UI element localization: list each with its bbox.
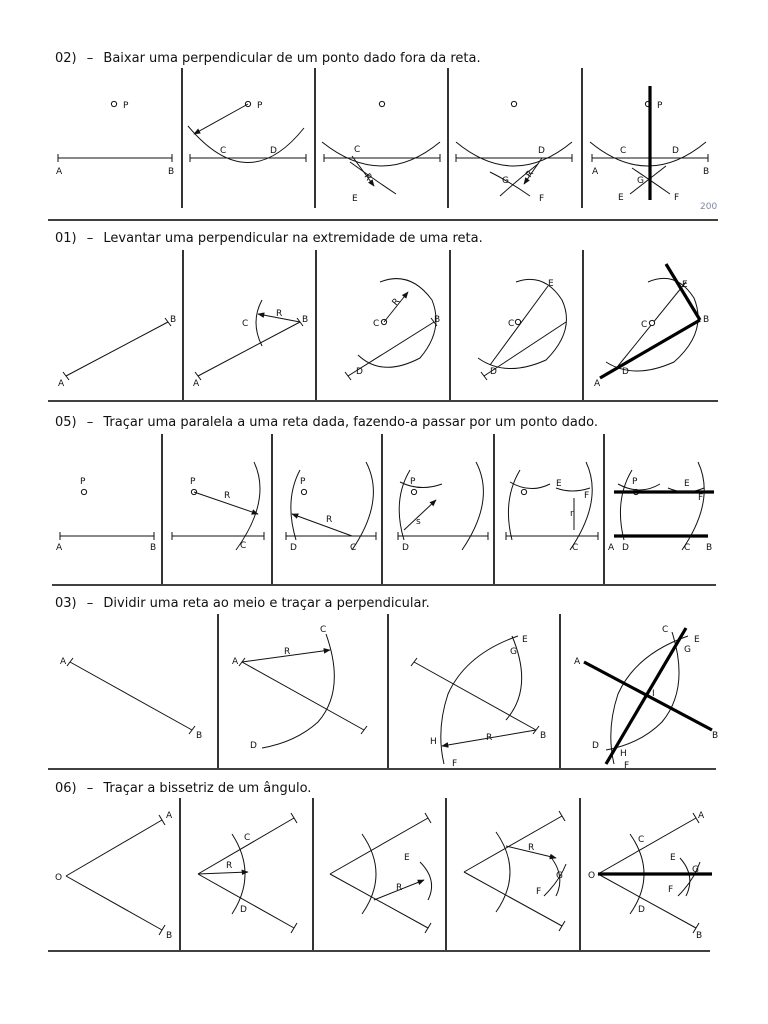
point-label: – [86,781,94,796]
point-label: C [354,145,361,155]
construction-arc [322,142,440,166]
point-label: I [652,689,655,699]
point-label: E [548,279,554,289]
point-label: B [196,731,203,741]
ex06-step-5 [588,811,712,941]
construction-line [464,816,562,872]
point-label: R [326,515,333,525]
point-label: B [150,543,157,553]
point-label: O [588,871,596,881]
construction-line [198,322,300,376]
ex02-step-4 [456,101,572,204]
exercise-02 [48,51,718,220]
point-label: F [584,491,590,501]
point-label: G [510,647,517,657]
construction-line [411,658,417,666]
point-label: C [220,146,227,156]
point-label: R [524,168,537,180]
point-label: E [684,479,690,489]
ex03-step-2 [232,625,367,751]
point-label: R [390,296,403,308]
point-label: A [193,379,200,389]
point-label: B [703,167,710,177]
ex05-step-3 [286,462,376,553]
point-label: C [620,146,627,156]
point-label: F [539,194,545,204]
point-label: C [684,543,691,553]
point-label: B [168,167,175,177]
point-label: D [622,543,629,553]
watermark: 200 [700,202,718,212]
point-label: E [556,479,562,489]
point-label: B [170,315,177,325]
exercise-05-title [55,415,598,430]
ex06-step-3 [330,813,432,933]
ex06-step-4 [464,811,566,931]
point-label: Traçar uma paralela a uma reta dada, fazendo-a passar por um ponto dado. [103,415,598,430]
ex05-step-2 [172,462,264,551]
construction-line [598,818,696,874]
construction-arc [590,142,706,166]
point-label: r [570,509,574,519]
construction-arc [358,279,436,368]
point-label: P [300,477,306,487]
point-label: C [240,541,247,551]
construction-arc [400,482,442,488]
point-marker [301,489,306,494]
exercise-02-title [55,51,481,66]
point-label: B [696,931,703,941]
point-label: F [624,761,630,771]
construction-arc [362,834,376,914]
point-label: C [350,543,357,553]
point-label: B [166,931,173,941]
point-label: R [396,883,403,893]
point-label: R [276,309,283,319]
point-label: E [618,193,624,203]
exercise-01-title [55,231,483,246]
point-label: D [490,367,497,377]
construction-line [481,372,487,380]
construction-line [414,662,536,730]
point-label: B [434,315,441,325]
construction-line [198,818,294,874]
point-label: C [662,625,669,635]
point-label: A [58,379,65,389]
construction-line [67,658,73,666]
construction-arc [188,126,304,163]
construction-arc [236,462,260,550]
point-label: Dividir uma reta ao meio e traçar a perpendicular. [103,596,430,611]
construction-line [345,372,351,380]
construction-line [352,156,374,186]
ex03-step-3 [411,635,546,769]
point-label: G [556,871,563,881]
ex05-step-6 [608,462,714,553]
point-marker [515,319,520,324]
point-label: A [698,811,705,821]
exercise-06 [48,781,712,951]
result-line [584,662,712,730]
point-label: 03) [55,596,77,611]
construction-line [559,811,565,821]
point-label: B [540,731,547,741]
construction-line [198,874,294,928]
construction-arc [618,484,660,490]
point-label: Traçar a bissetriz de um ângulo. [103,781,312,796]
point-label: E [670,853,676,863]
point-label: D [356,367,363,377]
point-marker [511,101,516,106]
point-label: P [410,477,416,487]
point-label: R [486,733,493,743]
ex01-step-4 [478,279,566,380]
ex01-step-2 [193,300,308,389]
construction-line [194,104,248,134]
point-label: P [123,101,129,111]
construction-line [330,818,428,874]
point-label: P [80,477,86,487]
construction-arc [611,636,688,764]
ex02-step-3 [322,101,440,204]
construction-line [66,876,162,930]
ex03-step-4 [574,625,718,771]
ex01-step-3 [345,279,440,380]
point-label: – [86,231,94,246]
construction-line [242,662,364,730]
ex05-step-5 [506,462,598,553]
construction-line [330,874,428,928]
point-label: A [166,811,173,821]
point-label: – [86,596,94,611]
point-label: A [60,657,67,667]
point-label: O [55,873,63,883]
construction-arc [256,300,262,346]
point-label: 06) [55,781,77,796]
point-label: B [703,315,710,325]
point-label: A [608,543,615,553]
point-label: – [86,51,94,66]
construction-line [66,322,168,376]
point-label: D [672,146,679,156]
construction-arc [462,462,483,550]
exercise-03 [48,596,718,771]
point-label: A [232,657,239,667]
exercise-05 [52,415,716,585]
construction-arc [570,462,592,550]
point-label: D [250,741,257,751]
point-label: D [638,905,645,915]
exercise-03-title [55,596,430,611]
point-label: P [190,477,196,487]
ex02-step-1 [56,101,174,177]
point-label: G [684,645,691,655]
point-label: R [528,843,535,853]
point-label: E [694,635,700,645]
construction-line [464,872,562,926]
ex05-step-4 [398,462,488,553]
construction-arc [350,162,396,194]
point-label: C [572,543,579,553]
point-label: P [632,477,638,487]
point-label: R [224,491,231,501]
construction-line [361,726,367,734]
ex06-step-1 [55,811,173,941]
construction-arc [508,470,520,540]
result-line [666,264,700,320]
point-label: D [290,543,297,553]
point-label: D [240,905,247,915]
point-label: H [620,749,627,759]
construction-arc [620,470,632,540]
point-label: A [594,379,601,389]
construction-line [291,813,297,823]
point-label: C [638,835,645,845]
point-label: R [361,171,374,183]
construction-line [425,813,431,823]
construction-arc [606,632,679,750]
point-label: C [508,319,515,329]
point-label: E [522,635,528,645]
point-label: F [536,887,542,897]
point-label: A [56,167,63,177]
point-label: F [452,759,458,769]
point-label: G [692,865,699,875]
point-label: D [270,146,277,156]
construction-line [159,815,165,825]
point-label: – [86,415,94,430]
point-label: A [56,543,63,553]
point-label: D [622,367,629,377]
point-label: B [712,731,719,741]
construction-arc [680,858,690,896]
point-marker [81,489,86,494]
point-label: D [538,146,545,156]
point-label: 02) [55,51,77,66]
point-label: 05) [55,415,77,430]
construction-line [159,925,165,935]
section-dividers [52,434,716,585]
point-label: A [592,167,599,177]
point-label: D [592,741,599,751]
construction-line [425,923,431,933]
point-label: 01) [55,231,77,246]
construction-line [559,921,565,931]
point-label: Baixar uma perpendicular de um ponto dado fora da reta. [103,51,481,66]
construction-arc [232,834,245,914]
point-label: R [226,861,233,871]
construction-line [66,820,162,876]
section-dividers [48,250,718,401]
construction-arc [291,470,300,540]
point-label: B [706,543,713,553]
ex01-step-1 [58,315,176,389]
point-label: F [668,885,674,895]
construction-arc [478,279,566,368]
point-marker [411,489,416,494]
result-line [606,628,686,764]
point-label: E [682,280,688,290]
construction-line [598,874,696,928]
point-label: C [244,833,251,843]
ex01-step-5 [594,264,709,389]
ex06-step-2 [198,813,297,933]
point-label: R [284,647,291,657]
construction-arc [352,462,373,550]
construction-arc [456,142,572,166]
construction-line [70,662,192,730]
point-marker [521,489,526,494]
ex02-step-2 [188,101,306,163]
construction-line [189,726,195,734]
point-label: F [698,493,704,503]
point-label: A [574,657,581,667]
point-label: G [637,176,644,186]
construction-arc [441,636,518,764]
point-marker [111,101,116,106]
construction-arc [510,482,550,489]
point-label: C [373,319,380,329]
point-label: B [302,315,309,325]
point-label: D [402,543,409,553]
point-label: C [242,319,249,329]
point-marker [649,320,654,325]
point-label: P [657,101,663,111]
point-label: G [502,176,509,186]
construction-arc [496,832,510,912]
point-label: E [352,194,358,204]
ex05-step-1 [56,477,156,553]
ex03-step-1 [60,657,202,741]
ex02-step-5 [590,86,717,212]
construction-line [292,514,352,536]
point-label: s [416,517,421,527]
point-marker [379,101,384,106]
point-label: C [641,320,648,330]
point-label: Levantar uma perpendicular na extremidade de uma reta. [103,231,483,246]
exercise-06-title [55,781,311,796]
point-label: H [430,737,437,747]
construction-line [291,923,297,933]
point-label: C [320,625,327,635]
point-label: E [404,853,410,863]
exercise-01 [48,231,718,401]
construction-line [198,872,248,874]
point-label: P [257,101,263,111]
point-label: F [674,193,680,203]
